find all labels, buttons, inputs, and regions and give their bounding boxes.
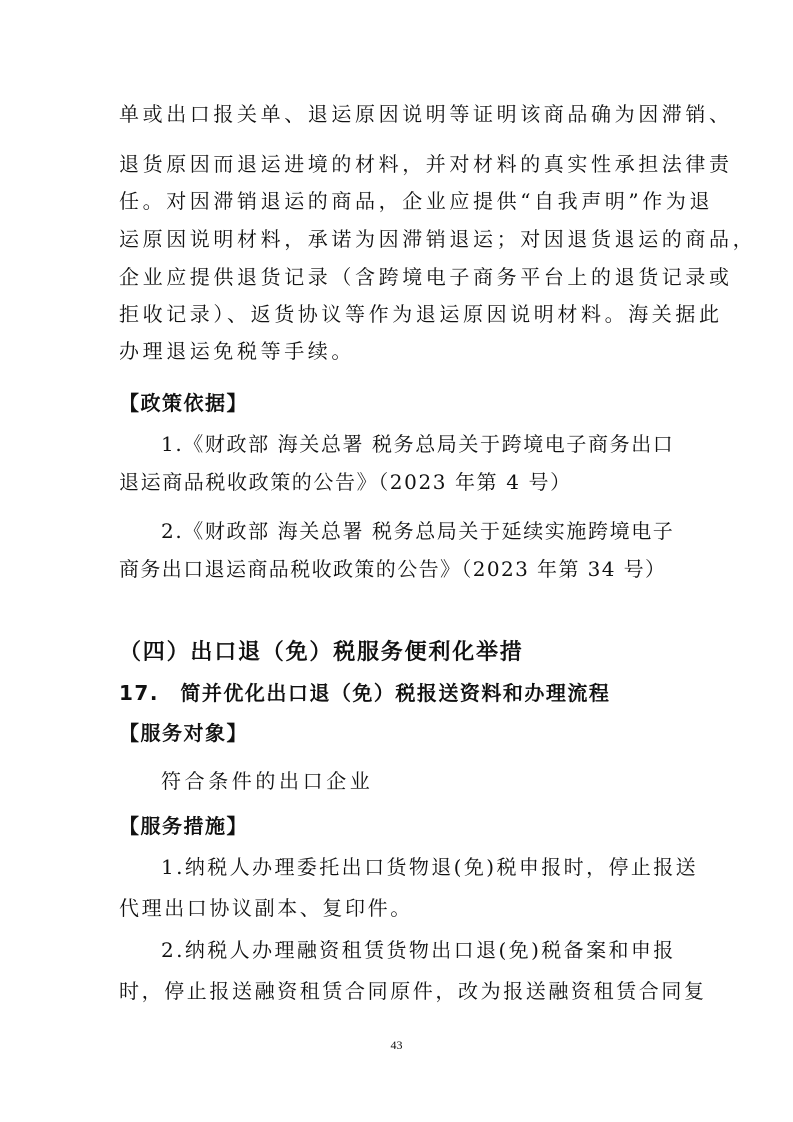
heading-service-target: 【服务对象】 (119, 721, 248, 745)
heading-service-measures: 【服务措施】 (119, 814, 248, 838)
measure-2-cont: 时，停止报送融资租赁合同原件，改为报送融资租赁合同复 (119, 979, 707, 1003)
policy-item-2: 2.《财政部 海关总署 税务总局关于延续实施跨境电子 (161, 519, 675, 543)
policy-item-2-cont: 商务出口退运商品税收政策的公告》（2023 年第 34 号） (119, 557, 667, 581)
item-title: 17. 简并优化出口退（免）税报送资料和办理流程 (119, 681, 611, 705)
paragraph-line: 企业应提供退货记录（含跨境电子商务平台上的退货记录或 (119, 265, 733, 289)
page-number: 43 (390, 1038, 403, 1052)
measure-1: 1.纳税人办理委托出口货物退(免)税申报时，停止报送 (161, 855, 699, 879)
paragraph-line: 拒收记录）、返货协议等作为退运原因说明材料。海关据此 (119, 302, 723, 326)
heading-policy-basis: 【政策依据】 (119, 391, 248, 415)
section-title: （四）出口退（免）税服务便利化举措 (119, 640, 524, 665)
policy-item-1: 1.《财政部 海关总署 税务总局关于跨境电子商务出口 (161, 432, 675, 456)
paragraph-line: 退货原因而退运进境的材料，并对材料的真实性承担法律责 (119, 152, 733, 176)
paragraph-line: 运原因说明材料，承诺为因滞销退运；对因退货退运的商品， (119, 227, 757, 251)
measure-2: 2.纳税人办理融资租赁货物出口退(免)税备案和申报 (161, 938, 676, 962)
service-target-text: 符合条件的出口企业 (161, 769, 374, 793)
policy-item-1-cont: 退运商品税收政策的公告》（2023 年第 4 号） (119, 470, 572, 494)
paragraph-line: 办理退运免税等手续。 (119, 339, 355, 363)
measure-1-cont: 代理出口协议副本、复印件。 (119, 896, 413, 920)
paragraph-line: 任。对因滞销退运的商品，企业应提供“自我声明”作为退 (119, 189, 714, 213)
paragraph-line: 单或出口报关单、退运原因说明等证明该商品确为因滞销、 (119, 102, 733, 126)
